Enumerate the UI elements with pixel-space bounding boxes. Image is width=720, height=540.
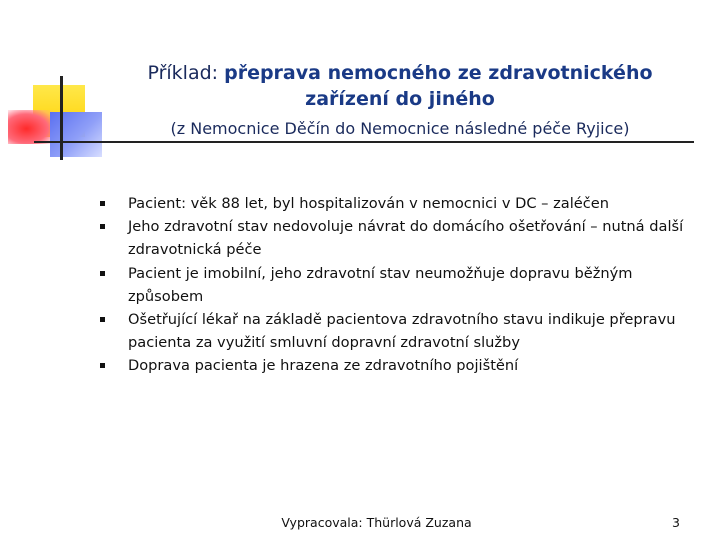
square-bullet-icon <box>100 317 105 322</box>
decor-red-square <box>8 110 54 144</box>
square-bullet-icon <box>100 363 105 368</box>
bullet-item <box>100 262 700 308</box>
page-number: 3 <box>672 515 680 530</box>
bullet-item <box>100 354 700 377</box>
square-bullet-icon <box>100 201 105 206</box>
bullet-text: Ošetřující lékař na základě pacientova zdravotního stavu indikuje přepravu pacienta za využití smluvní dopravní zdravotní služby <box>128 311 676 352</box>
decor-horizontal-line <box>34 141 694 143</box>
slide-title <box>100 60 700 112</box>
bullet-item <box>100 192 700 215</box>
bullet-list <box>100 192 700 378</box>
bullet-text: Pacient: věk 88 let, byl hospitalizován v nemocnici v DC – zaléčen <box>128 195 610 212</box>
title-bold-line-2: zařízení do jiného <box>305 88 495 110</box>
bullet-item <box>100 215 700 261</box>
bullet-text: Jeho zdravotní stav nedovoluje návrat do domácího ošetřování – nutná další zdravotnická péče <box>128 218 684 259</box>
square-bullet-icon <box>100 224 105 229</box>
title-bold-line-1: přeprava nemocného ze zdravotnického <box>224 62 653 84</box>
square-bullet-icon <box>100 271 105 276</box>
decor-blue-square <box>50 112 102 157</box>
bullet-item <box>100 308 700 354</box>
bullet-text: Pacient je imobilní, jeho zdravotní stav neumožňuje dopravu běžným způsobem <box>128 264 633 305</box>
decor-vertical-line <box>60 76 63 160</box>
slide-subtitle: (z Nemocnice Děčín do Nemocnice následné péče Ryjice) <box>170 119 630 138</box>
title-line-1 <box>100 60 700 86</box>
title-line-2 <box>100 86 700 112</box>
title-prefix: Příklad: <box>147 62 225 84</box>
footer-author: Vypracovala: Thürlová Zuzana <box>281 515 472 530</box>
bullet-text: Doprava pacienta je hrazena ze zdravotního pojištění <box>128 357 519 375</box>
